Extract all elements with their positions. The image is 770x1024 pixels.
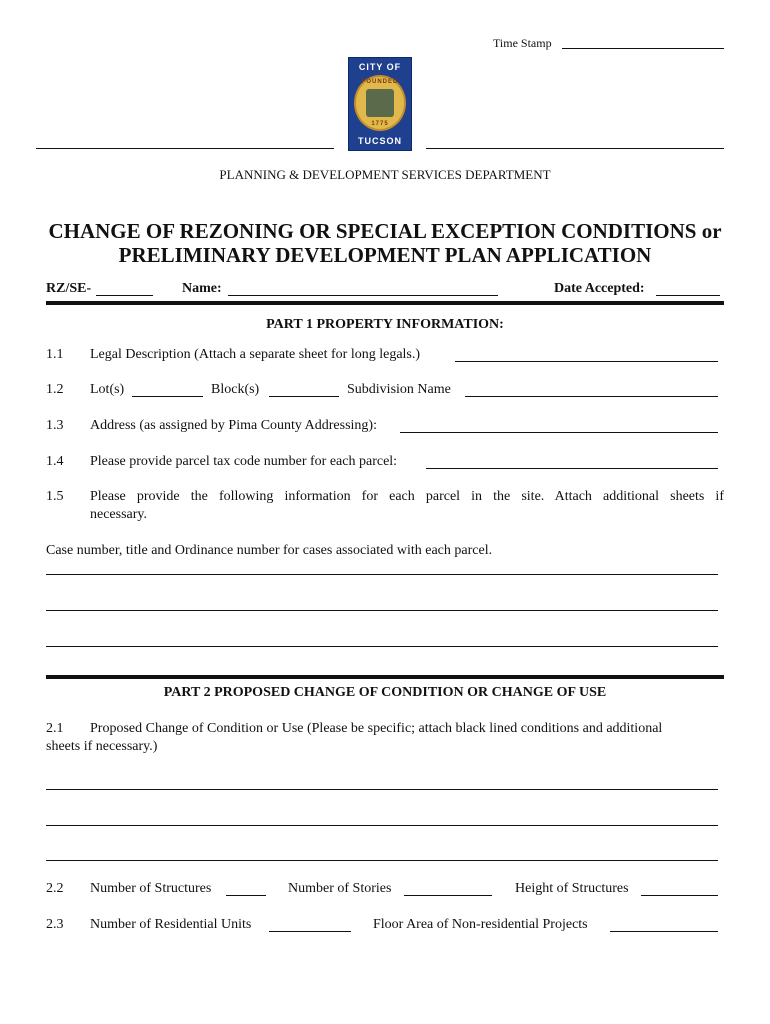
address-label: Address (as assigned by Pima County Addressing): [90,418,377,433]
item-1-5-text-line2: necessary. [90,507,148,522]
name-label: Name: [182,281,222,296]
section-divider-1 [46,301,724,305]
page-title-line2: PRELIMINARY DEVELOPMENT PLAN APPLICATION [118,243,652,267]
header-rule-left [36,148,334,149]
name-field[interactable] [228,295,498,296]
item-1-4-number: 1.4 [46,454,64,469]
date-accepted-label: Date Accepted: [554,281,645,296]
rz-se-label: RZ/SE- [46,281,92,296]
height-field[interactable] [641,895,718,896]
time-stamp-field[interactable] [562,48,724,49]
item-1-2-number: 1.2 [46,382,64,397]
case-number-label: Case number, title and Ordinance number for cases associated with each parcel. [46,543,493,558]
residential-units-field[interactable] [269,931,351,932]
address-field[interactable] [400,432,718,433]
item-2-1-text-line2: sheets if necessary.) [46,739,158,754]
floor-area-field[interactable] [610,931,718,932]
item-1-1-label: Legal Description (Attach a separate sheet for long legals.) [90,347,421,362]
residential-units-label: Number of Residential Units [90,917,252,932]
item-2-1-number: 2.1 [46,721,64,736]
lot-field[interactable] [132,396,203,397]
lot-label: Lot(s) [90,382,125,397]
change-line-2[interactable] [46,825,718,826]
item-2-2-number: 2.2 [46,881,64,896]
rz-se-field[interactable] [96,295,153,296]
section-divider-2 [46,675,724,679]
item-1-5-text-line1: Please provide the following information for each parcel in the site. Attach additional sheets if [90,489,724,504]
time-stamp-label: Time Stamp [493,36,552,50]
parcel-tax-code-label: Please provide parcel tax code number for each parcel: [90,454,398,469]
item-2-3-number: 2.3 [46,917,64,932]
case-line-1[interactable] [46,574,718,575]
change-line-3[interactable] [46,860,718,861]
city-seal-logo: CITY OF FOUNDED 1775 TUCSON [348,57,412,151]
case-line-2[interactable] [46,610,718,611]
structures-field[interactable] [226,895,266,896]
header-rule-right [426,148,724,149]
department-name: PLANNING & DEVELOPMENT SERVICES DEPARTMENT [219,167,551,182]
change-line-1[interactable] [46,789,718,790]
part1-heading: PART 1 PROPERTY INFORMATION: [266,317,504,332]
item-1-3-number: 1.3 [46,418,64,433]
height-label: Height of Structures [515,881,629,896]
floor-area-label: Floor Area of Non-residential Projects [373,917,588,932]
subdivision-field[interactable] [465,396,718,397]
item-1-5-number: 1.5 [46,489,64,504]
parcel-tax-code-field[interactable] [426,468,718,469]
block-field[interactable] [269,396,339,397]
case-line-3[interactable] [46,646,718,647]
block-label: Block(s) [211,382,260,397]
legal-description-field[interactable] [455,361,718,362]
stories-field[interactable] [404,895,492,896]
item-2-1-text-line1: Proposed Change of Condition or Use (Please be specific; attach black lined conditions and additional [90,721,663,736]
page-title-line1: CHANGE OF REZONING OR SPECIAL EXCEPTION CONDITIONS or [48,219,722,243]
part2-heading: PART 2 PROPOSED CHANGE OF CONDITION OR CHANGE OF USE [163,685,607,700]
item-1-1-number: 1.1 [46,347,64,362]
structures-label: Number of Structures [90,881,212,896]
stories-label: Number of Stories [288,881,392,896]
subdivision-label: Subdivision Name [347,382,451,397]
date-accepted-field[interactable] [656,295,720,296]
